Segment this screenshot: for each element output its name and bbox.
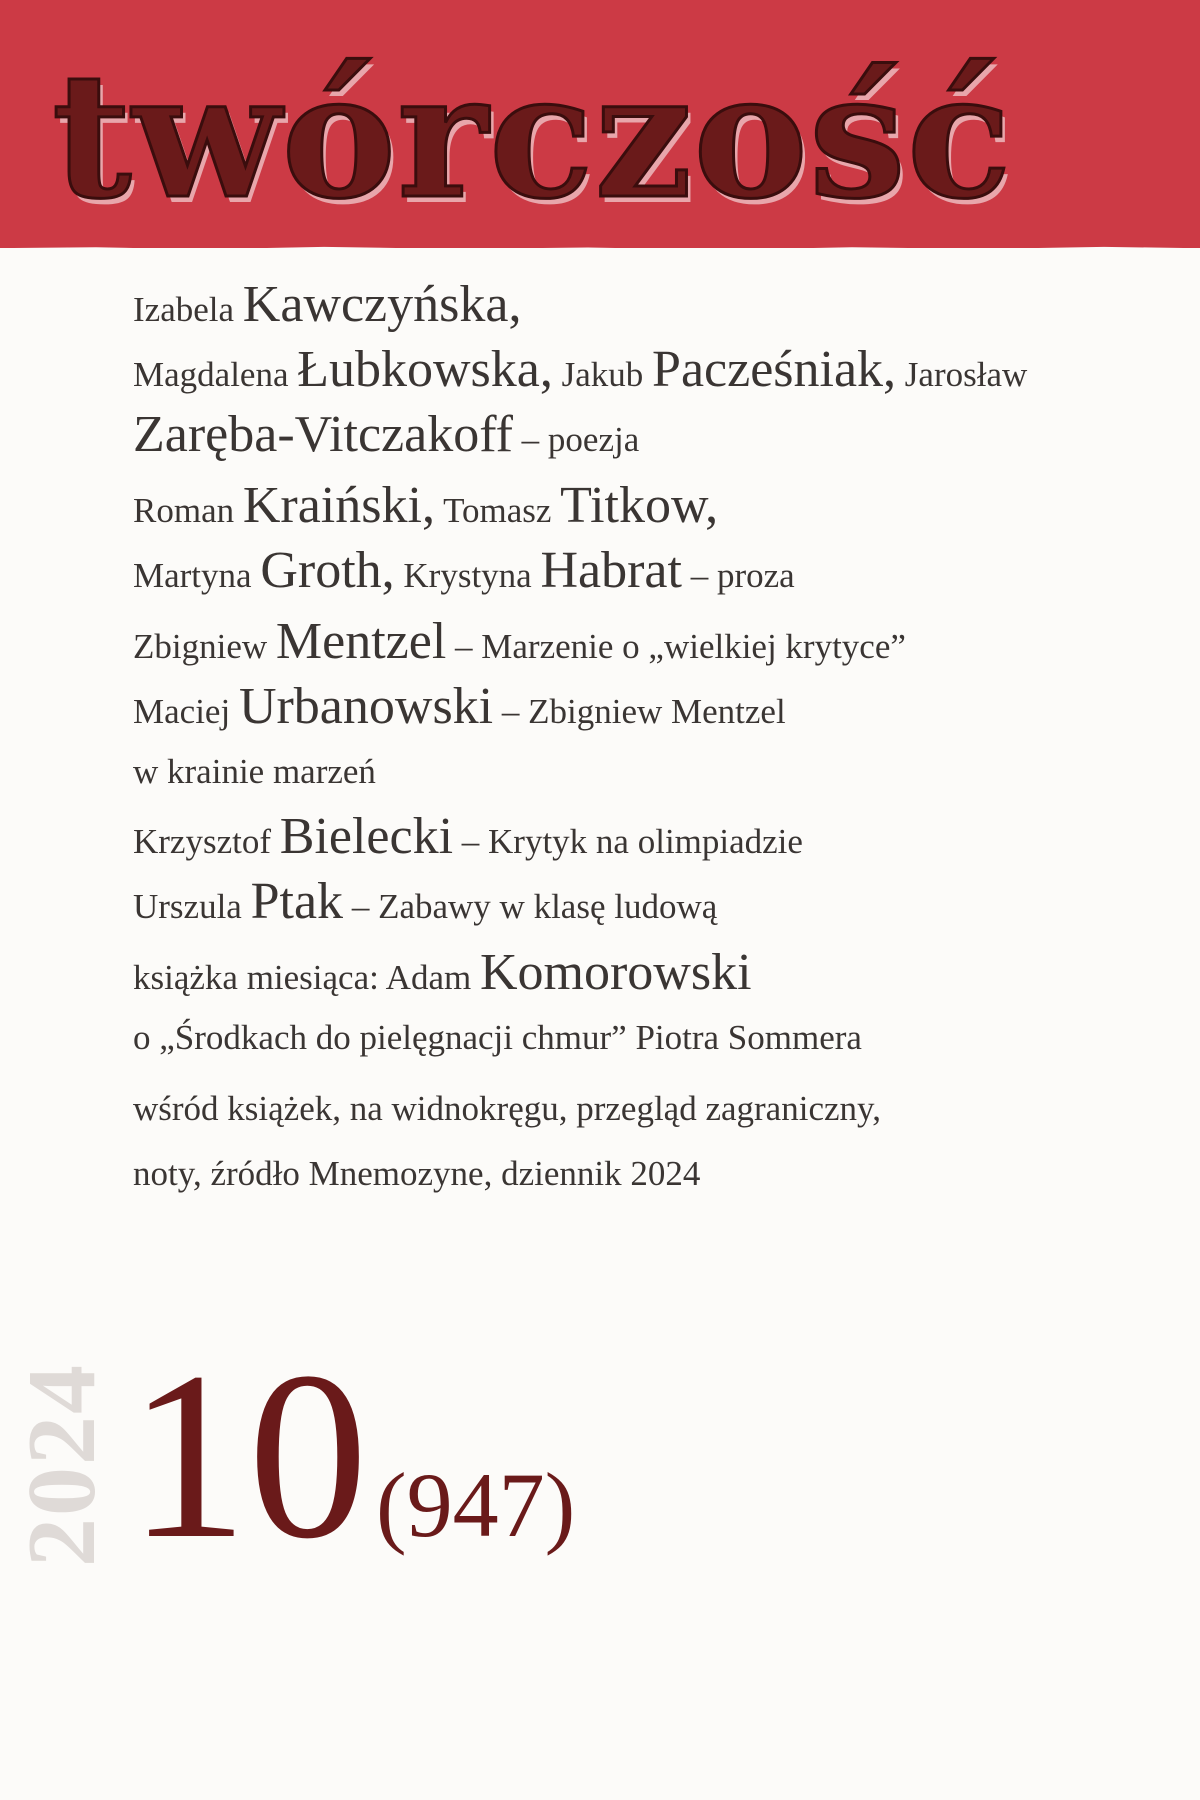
author-surname: Komorowski — [479, 944, 752, 1001]
author-surname: Kraiński, — [242, 477, 435, 534]
toc-text: – Zbigniew Mentzel — [493, 692, 786, 731]
toc-text: noty, źródło Mnemozyne, dziennik 2024 — [133, 1154, 701, 1193]
author-surname: Kawczyńska, — [242, 276, 522, 333]
toc-line-sections-2 — [133, 1141, 1123, 1206]
toc-text: – Zabawy w klasę ludową — [343, 887, 718, 926]
toc-text: Izabela — [133, 290, 243, 329]
toc-line-ptak — [133, 869, 1123, 934]
author-surname: Zaręba-Vitczakoff — [133, 406, 513, 463]
toc-text: – Marzenie o „wielkiej krytyce” — [446, 627, 906, 666]
author-surname: Ptak — [250, 873, 344, 930]
toc-text: Zbigniew — [133, 627, 276, 666]
toc-text: Jakub — [552, 355, 653, 394]
toc-line-poetry-2 — [133, 337, 1123, 402]
toc-text: Martyna — [133, 556, 261, 595]
toc-line-mentzel — [133, 609, 1123, 674]
toc-line-prose-1 — [133, 473, 1123, 538]
toc-text: Urszula — [133, 887, 251, 926]
magazine-title: twórczość — [52, 34, 1013, 237]
author-surname: Bielecki — [279, 808, 454, 865]
author-surname: Łubkowska, — [297, 341, 553, 398]
toc-line-urbanowski-cont — [133, 739, 1123, 804]
author-surname: Mentzel — [275, 613, 447, 670]
toc-text: – Krytyk na olimpiadzie — [453, 822, 803, 861]
toc-line-book-of-month-cont — [133, 1005, 1123, 1070]
toc-text: Maciej — [133, 692, 239, 731]
table-of-contents — [133, 272, 1123, 1206]
issue-number — [128, 1322, 576, 1588]
toc-line-poetry-1 — [133, 272, 1123, 337]
author-surname: Urbanowski — [238, 678, 494, 735]
toc-text: wśród książek, na widnokręgu, przegląd zagraniczny, — [133, 1089, 881, 1128]
toc-text: Tomasz — [434, 491, 561, 530]
toc-text: w krainie marzeń — [133, 752, 376, 791]
toc-text: Jarosław — [896, 355, 1028, 394]
toc-text: Krystyna — [394, 556, 541, 595]
author-surname: Titkow, — [560, 477, 719, 534]
toc-line-sections-1 — [133, 1076, 1123, 1141]
toc-line-urbanowski — [133, 674, 1123, 739]
toc-text: – poezja — [512, 420, 640, 459]
toc-text: Magdalena — [133, 355, 298, 394]
issue-year-text: 2024 — [8, 1363, 116, 1567]
issue-year — [8, 1320, 116, 1610]
toc-line-prose-2 — [133, 538, 1123, 603]
toc-text: Krzysztof — [133, 822, 280, 861]
toc-text: o „Środkach do pielęgnacji chmur” Piotra Sommera — [133, 1018, 862, 1057]
issue-number-main: 10 — [128, 1322, 368, 1588]
author-surname: Groth, — [260, 542, 395, 599]
toc-text: książka miesiąca: Adam — [133, 958, 480, 997]
author-surname: Habrat — [540, 542, 682, 599]
toc-text: – proza — [681, 556, 795, 595]
issue-number-total: (947) — [376, 1454, 576, 1556]
toc-line-poetry-3 — [133, 402, 1123, 467]
toc-line-book-of-month — [133, 940, 1123, 1005]
toc-line-bielecki — [133, 804, 1123, 869]
author-surname: Pacześniak, — [652, 341, 897, 398]
toc-text: Roman — [133, 491, 243, 530]
